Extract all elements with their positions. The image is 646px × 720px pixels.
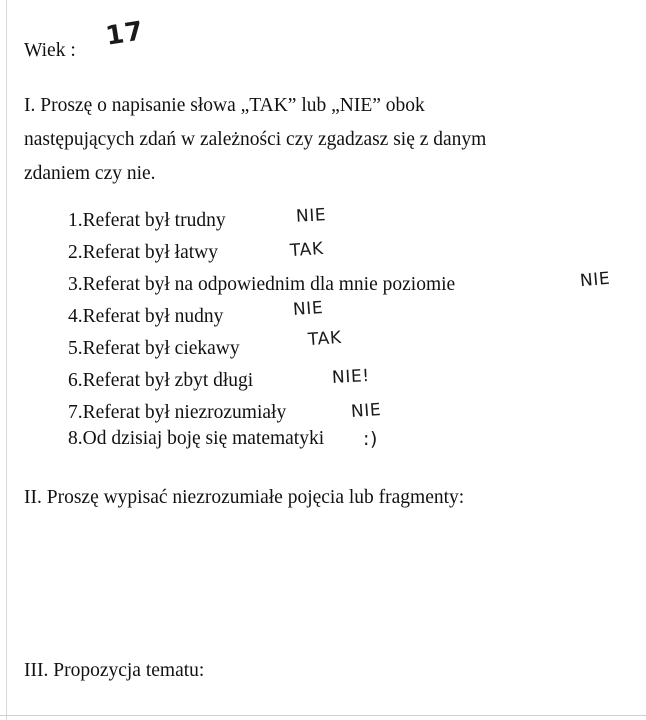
item-handwritten-answer: NIE	[292, 297, 324, 321]
item-number: 8.	[68, 428, 83, 449]
list-item	[68, 399, 382, 424]
section-1-instruction-line-2: następujących zdań w zależności czy zgadzasz się z danym	[24, 129, 487, 150]
item-number: 7.	[68, 402, 83, 423]
item-number: 3.	[68, 274, 83, 295]
page-edge-line-left	[6, 0, 7, 720]
item-question: Referat był zbyt długi	[82, 370, 254, 391]
item-number: 6.	[68, 370, 83, 391]
item-question: Referat był ciekawy	[82, 338, 240, 359]
item-number: 1.	[68, 210, 83, 231]
item-handwritten-answer: :)	[363, 428, 379, 450]
item-question: Referat był nudny	[82, 306, 224, 327]
item-question: Referat był trudny	[82, 210, 226, 231]
item-handwritten-answer: NIE!	[331, 366, 371, 388]
item-number: 2.	[68, 242, 83, 263]
list-item	[68, 366, 371, 392]
section-3-heading: III. Propozycja tematu:	[24, 660, 205, 681]
section-2-heading: II. Proszę wypisać niezrozumiałe pojęcia lub fragmenty:	[24, 487, 465, 508]
list-item	[68, 238, 325, 264]
item-question: Referat był niezrozumiały	[82, 402, 287, 423]
item-number: 5.	[68, 338, 83, 359]
item-question: Od dzisiaj boję się matematyki	[82, 428, 325, 449]
item-question: Referat był łatwy	[82, 242, 218, 263]
item-handwritten-answer: TAK	[289, 238, 325, 262]
item-handwritten-answer: TAK	[307, 327, 343, 351]
item-number: 4.	[68, 306, 83, 327]
item-handwritten-answer: NIE	[295, 205, 327, 227]
list-item	[68, 205, 327, 232]
page-edge-line-bottom	[0, 715, 646, 716]
section-1-instruction-line-1: I. Proszę o napisanie słowa „TAK” lub „NIE” obok	[24, 95, 425, 116]
age-handwritten-value: 17	[103, 16, 147, 52]
list-item	[68, 297, 324, 328]
age-label: Wiek :	[24, 40, 76, 61]
item-question: Referat był na odpowiednim dla mnie poziomie	[82, 274, 456, 295]
list-item	[68, 428, 379, 450]
item-handwritten-answer: NIE	[579, 268, 612, 292]
item-handwritten-answer: NIE	[350, 399, 382, 423]
section-1-instruction-line-3: zdaniem czy nie.	[24, 163, 156, 184]
list-item	[68, 327, 343, 360]
list-item	[68, 268, 612, 296]
